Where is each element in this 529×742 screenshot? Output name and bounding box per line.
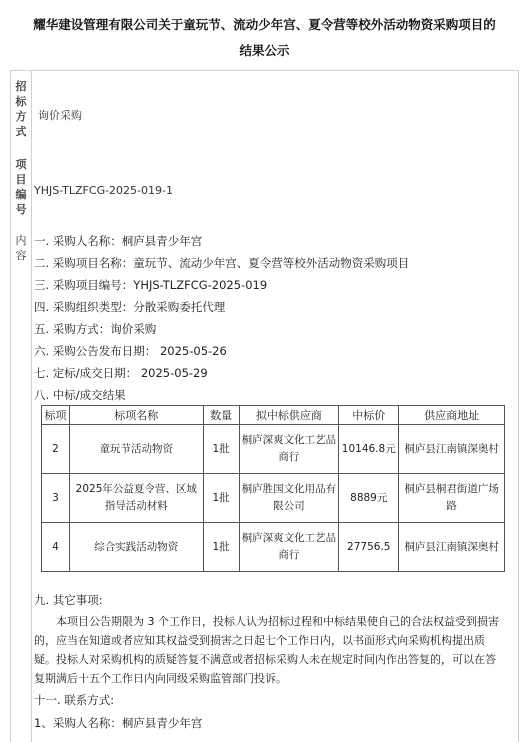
item-buyer: 一. 采购人名称：桐庐县青少年宫: [34, 234, 203, 248]
method-value: 询价采购: [38, 109, 82, 122]
cell-lot-name: 综合实践活动物资: [69, 523, 203, 572]
cell-quantity: 1批: [203, 474, 239, 523]
label-method: 招 标 方 式: [15, 80, 27, 138]
cell-lot-name: 童玩节活动物资: [69, 425, 203, 474]
contact-heading: 十一. 联系方式:: [34, 693, 115, 707]
item-project-number: 三. 采购项目编号：YHJS-TLZFCG-2025-019: [34, 278, 268, 292]
page-title: [0, 12, 529, 64]
table-row: [42, 474, 505, 523]
item-method: 五. 采购方式：询价采购: [34, 322, 157, 336]
header-address: 供应商地址: [399, 406, 505, 425]
header-lot: 标项: [42, 406, 70, 425]
header-price: 中标价: [339, 406, 399, 425]
cell-supplier: 桐庐胜国文化用品有限公司: [239, 474, 339, 523]
table-row: [42, 523, 505, 572]
header-quantity: 数量: [203, 406, 239, 425]
number-value: YHJS-TLZFCG-2025-019-1: [34, 184, 173, 197]
header-supplier: 拟中标供应商: [239, 406, 339, 425]
cell-supplier: 桐庐深爽文化工艺品商行: [239, 425, 339, 474]
title-line-1: 耀华建设管理有限公司关于童玩节、流动少年宫、夏令营等校外活动物资采购项目的: [33, 17, 496, 32]
cell-quantity: 1批: [203, 425, 239, 474]
cell-address: 桐庐县江南镇深奥村: [399, 425, 505, 474]
cell-supplier: 桐庐深爽文化工艺品商行: [239, 523, 339, 572]
header-lot-name: 标项名称: [69, 406, 203, 425]
label-number: 项 目 编 号: [15, 158, 27, 216]
cell-price: 10146.8元: [339, 425, 399, 474]
cell-price: 8889元: [339, 474, 399, 523]
label-content: 内 容: [15, 234, 27, 262]
notice-content: [32, 71, 518, 742]
cell-lot-name: 2025年公益夏令营、区域指导活动材料: [69, 474, 203, 523]
table-row: [42, 425, 505, 474]
table-header-row: [42, 406, 505, 425]
title-line-2: 结果公示: [239, 43, 290, 58]
cell-address: 桐庐县桐君街道广场路: [399, 474, 505, 523]
item-award-date: 七. 定标/成交日期： 2025-05-29: [34, 366, 208, 380]
cell-lot: 4: [42, 523, 70, 572]
item-org-type: 四. 采购组织类型：分散采购委托代理: [34, 300, 226, 314]
other-text: 本项目公告期限为 3 个工作日，投标人认为招标过程和中标结果使自己的合法权益受到损害的，应当在知道或者应知其权益受到损害之日起七个工作日内，以书面形式向采购机构提出质疑。投标人对采购机构的质疑答复不满意或者招标采购人未在规定时间内作出答复的，可以在答复期满后十五个工作日内向同级采购监管部门投诉。: [34, 615, 499, 685]
item-project-name: 二. 采购项目名称：童玩节、流动少年宫、夏令营等校外活动物资采购项目: [34, 256, 410, 270]
notice-frame: [10, 70, 519, 742]
other-heading: 九. 其它事项:: [34, 593, 103, 607]
item-result-heading: 八. 中标/成交结果: [34, 388, 126, 402]
cell-quantity: 1批: [203, 523, 239, 572]
label-column: [11, 71, 32, 742]
cell-price: 27756.5: [339, 523, 399, 572]
cell-lot: 2: [42, 425, 70, 474]
item-publish-date: 六. 采购公告发布日期： 2025-05-26: [34, 344, 227, 358]
cell-address: 桐庐县江南镇深奥村: [399, 523, 505, 572]
result-table: [41, 405, 505, 572]
contact-buyer: 1、采购人名称：桐庐县青少年宫: [34, 716, 203, 730]
cell-lot: 3: [42, 474, 70, 523]
